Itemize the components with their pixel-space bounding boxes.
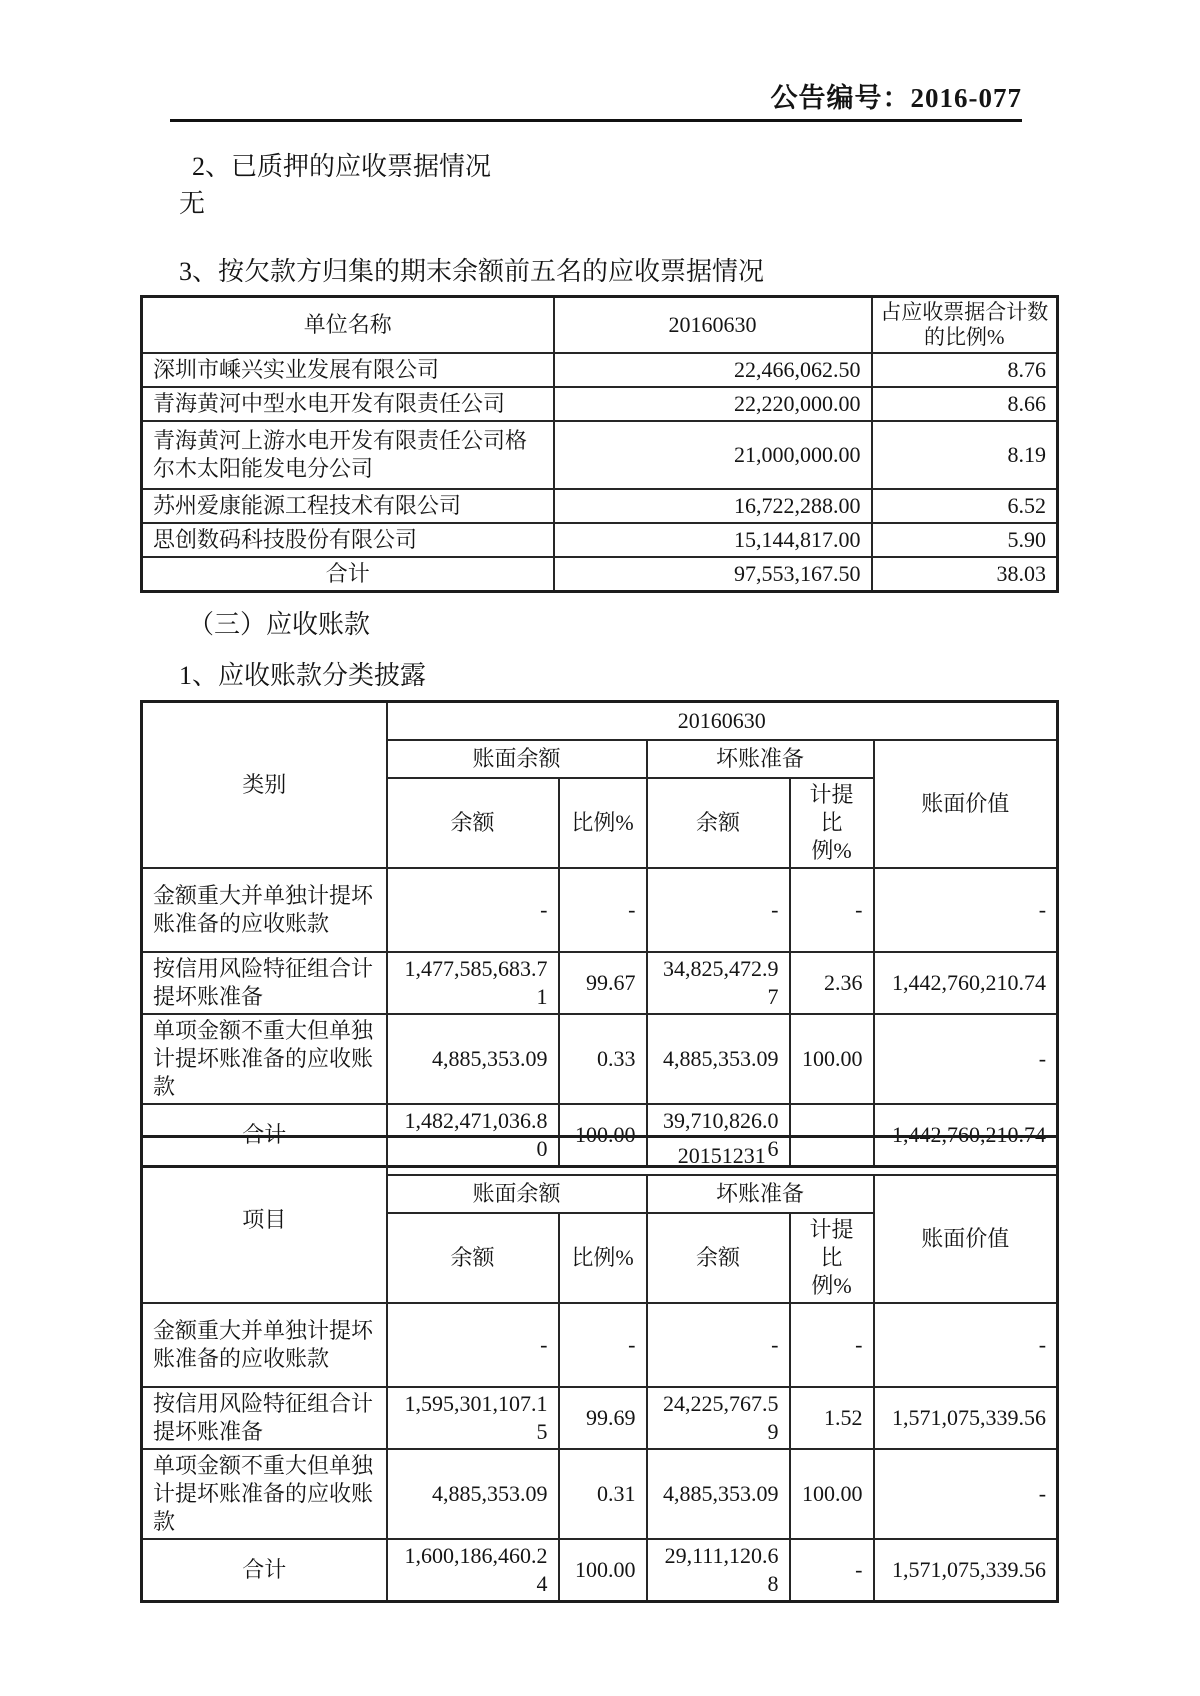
amount-cell: 4,885,353.09 — [387, 1014, 559, 1104]
amount-cell: 1,600,186,460.24 — [387, 1539, 559, 1602]
amount-cell: 34,825,472.97 — [647, 952, 790, 1014]
header-bad-debt-provision: 坏账准备 — [647, 740, 874, 778]
header-carrying-value: 账面价值 — [874, 740, 1058, 868]
header-ratio: 占应收票据合计数的比例% — [872, 297, 1058, 354]
amount-cell: 39,710,826.06 — [647, 1104, 790, 1167]
amount-cell: 15,144,817.00 — [554, 523, 872, 557]
table-row — [142, 353, 1058, 387]
header-ratio: 比例% — [559, 778, 647, 868]
amount-cell: 22,466,062.50 — [554, 353, 872, 387]
amount-cell: 1,595,301,107.15 — [387, 1387, 559, 1449]
company-name-cell: 思创数码科技股份有限公司 — [142, 523, 554, 557]
ratio-cell: 100.00 — [559, 1104, 647, 1167]
ratio-cell: 8.19 — [872, 421, 1058, 489]
header-item: 项目 — [142, 1137, 387, 1303]
ratio-cell: 100.00 — [559, 1539, 647, 1602]
category-cell: 按信用风险特征组合计提坏账准备 — [142, 952, 387, 1014]
amount-cell: 1,442,760,210.74 — [874, 952, 1058, 1014]
header-balance2: 余额 — [647, 1213, 790, 1303]
ratio-cell: - — [790, 1104, 874, 1167]
ratio-cell: 0.33 — [559, 1014, 647, 1104]
category-cell: 单项金额不重大但单独计提坏账准备的应收账款 — [142, 1014, 387, 1104]
section-classification-title: 1、应收账款分类披露 — [179, 661, 427, 690]
header-provision-ratio: 计提比例% — [790, 778, 874, 868]
ratio-cell: - — [790, 868, 874, 952]
header-balance2: 余额 — [647, 778, 790, 868]
ratio-cell: 8.76 — [872, 353, 1058, 387]
header-category: 类别 — [142, 702, 387, 868]
ratio-cell: 5.90 — [872, 523, 1058, 557]
amount-cell: 1,477,585,683.71 — [387, 952, 559, 1014]
header-balance: 余额 — [387, 778, 559, 868]
total-label-cell: 合计 — [142, 1539, 387, 1602]
table-row — [142, 952, 1058, 1014]
header-unit-name: 单位名称 — [142, 297, 554, 354]
announcement-number: 公告编号：2016-077 — [770, 83, 1022, 113]
header-book-balance: 账面余额 — [387, 1175, 647, 1213]
table-row — [142, 387, 1058, 421]
header-period: 20160630 — [387, 702, 1058, 740]
ratio-cell: - — [790, 1303, 874, 1387]
accounts-receivable-20160630-table — [140, 700, 1059, 1168]
amount-cell: 4,885,353.09 — [647, 1014, 790, 1104]
header-ratio: 比例% — [559, 1213, 647, 1303]
total-label-cell: 合计 — [142, 557, 554, 592]
table-row — [142, 523, 1058, 557]
table-total-row — [142, 557, 1058, 592]
amount-cell: 24,225,767.59 — [647, 1387, 790, 1449]
table-header-row — [142, 1137, 1058, 1175]
amount-cell: 1,442,760,210.74 — [874, 1104, 1058, 1167]
company-name-cell: 青海黄河中型水电开发有限责任公司 — [142, 387, 554, 421]
ratio-cell: 100.00 — [790, 1014, 874, 1104]
amount-cell: 22,220,000.00 — [554, 387, 872, 421]
header-balance: 余额 — [387, 1213, 559, 1303]
ratio-cell: 0.31 — [559, 1449, 647, 1539]
top5-notes-receivable-table — [140, 295, 1059, 593]
ratio-cell: 8.66 — [872, 387, 1058, 421]
amount-cell: - — [874, 1303, 1058, 1387]
table-row — [142, 868, 1058, 952]
table-row — [142, 1449, 1058, 1539]
header-bad-debt-provision: 坏账准备 — [647, 1175, 874, 1213]
section-2-title: 2、已质押的应收票据情况 — [192, 152, 492, 181]
header-book-balance: 账面余额 — [387, 740, 647, 778]
amount-cell: 1,571,075,339.56 — [874, 1539, 1058, 1602]
amount-cell: 1,482,471,036.80 — [387, 1104, 559, 1167]
amount-cell: - — [647, 1303, 790, 1387]
section-accounts-receivable-title: （三）应收账款 — [188, 610, 371, 639]
ratio-cell: 1.52 — [790, 1387, 874, 1449]
table-total-row — [142, 1539, 1058, 1602]
amount-cell: 4,885,353.09 — [387, 1449, 559, 1539]
table-row — [142, 1014, 1058, 1104]
amount-cell: 1,571,075,339.56 — [874, 1387, 1058, 1449]
category-cell: 金额重大并单独计提坏账准备的应收账款 — [142, 868, 387, 952]
section-2-body: 无 — [179, 189, 206, 218]
amount-cell: - — [874, 868, 1058, 952]
header-carrying-value: 账面价值 — [874, 1175, 1058, 1303]
header-period: 20151231 — [387, 1137, 1058, 1175]
table-row — [142, 489, 1058, 523]
amount-cell: 29,111,120.68 — [647, 1539, 790, 1602]
amount-cell: 16,722,288.00 — [554, 489, 872, 523]
header-provision-ratio: 计提比例% — [790, 1213, 874, 1303]
header-rule — [170, 119, 1022, 122]
section-3-title: 3、按欠款方归集的期末余额前五名的应收票据情况 — [179, 257, 765, 286]
header-period: 20160630 — [554, 297, 872, 354]
ratio-cell: 100.00 — [790, 1449, 874, 1539]
table-header-row — [142, 297, 1058, 354]
ratio-cell: - — [790, 1539, 874, 1602]
amount-cell: - — [647, 868, 790, 952]
amount-cell: - — [387, 1303, 559, 1387]
ratio-cell: 2.36 — [790, 952, 874, 1014]
company-name-cell: 青海黄河上游水电开发有限责任公司格尔木太阳能发电分公司 — [142, 421, 554, 489]
ratio-cell: - — [559, 868, 647, 952]
ratio-cell: - — [559, 1303, 647, 1387]
company-name-cell: 苏州爱康能源工程技术有限公司 — [142, 489, 554, 523]
amount-cell: - — [874, 1014, 1058, 1104]
amount-cell: - — [387, 868, 559, 952]
amount-cell: 4,885,353.09 — [647, 1449, 790, 1539]
total-label-cell: 合计 — [142, 1104, 387, 1167]
category-cell: 金额重大并单独计提坏账准备的应收账款 — [142, 1303, 387, 1387]
table-header-row — [142, 702, 1058, 740]
table-row — [142, 1387, 1058, 1449]
category-cell: 单项金额不重大但单独计提坏账准备的应收账款 — [142, 1449, 387, 1539]
amount-cell: 97,553,167.50 — [554, 557, 872, 592]
ratio-cell: 38.03 — [872, 557, 1058, 592]
table-row — [142, 421, 1058, 489]
ratio-cell: 99.67 — [559, 952, 647, 1014]
ratio-cell: 6.52 — [872, 489, 1058, 523]
amount-cell: - — [874, 1449, 1058, 1539]
ratio-cell: 99.69 — [559, 1387, 647, 1449]
accounts-receivable-20151231-table — [140, 1135, 1059, 1603]
amount-cell: 21,000,000.00 — [554, 421, 872, 489]
company-name-cell: 深圳市嵊兴实业发展有限公司 — [142, 353, 554, 387]
category-cell: 按信用风险特征组合计提坏账准备 — [142, 1387, 387, 1449]
table-row — [142, 1303, 1058, 1387]
